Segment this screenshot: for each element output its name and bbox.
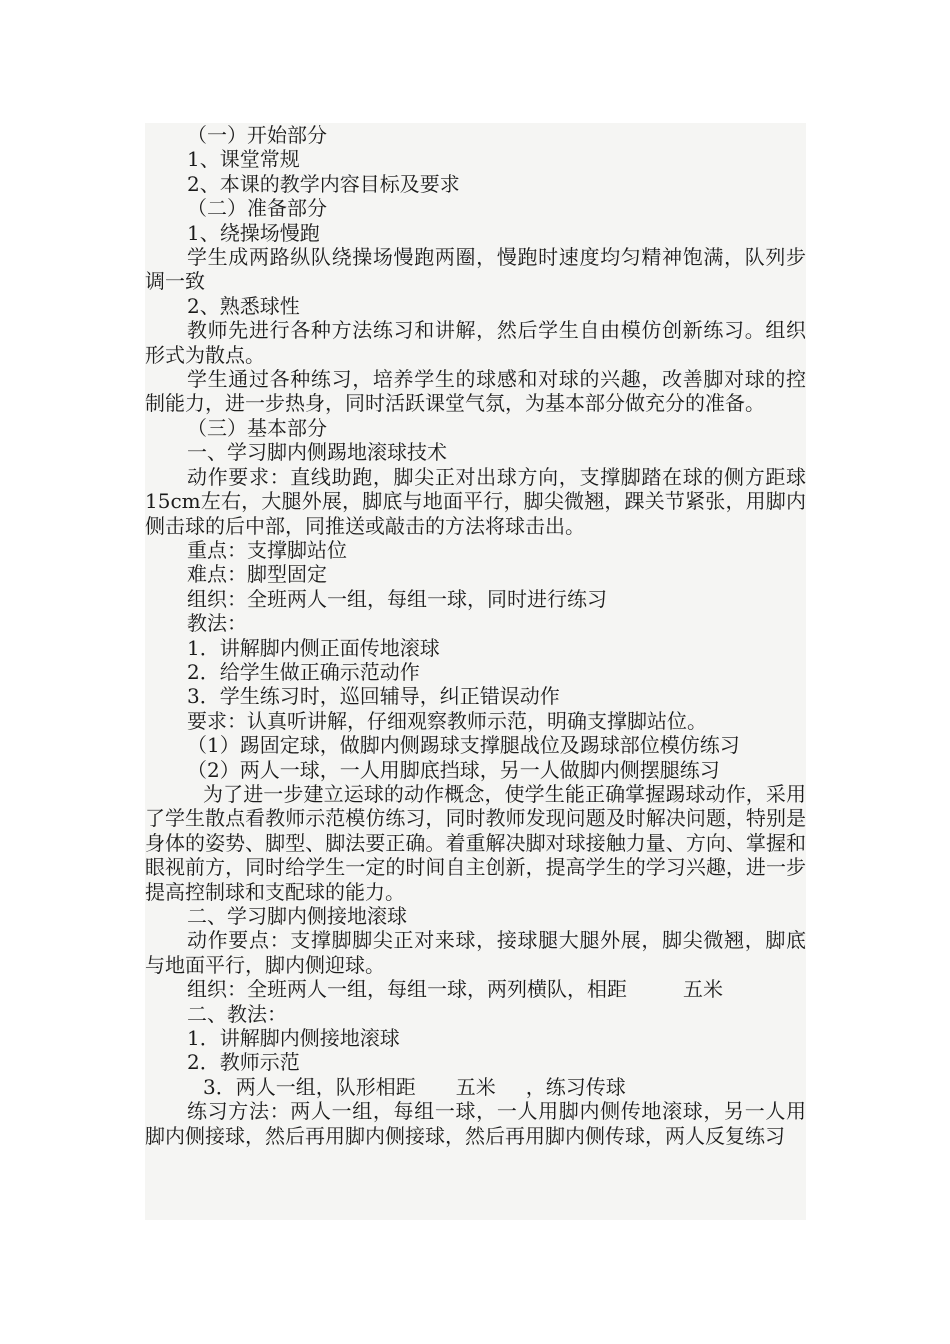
section-heading: （一）开始部分 bbox=[187, 123, 327, 147]
paragraph: 要求：认真听讲解，仔细观察教师示范，明确支撑脚站位。 bbox=[187, 708, 707, 733]
method-text: 3．两人一组，队形相距 bbox=[203, 1074, 416, 1099]
paragraph: 教法： bbox=[187, 611, 247, 636]
list-item: 2．教师示范 bbox=[187, 1050, 300, 1075]
section-heading: （三）基本部分 bbox=[187, 415, 327, 440]
list-item: 1、课堂常规 bbox=[187, 147, 300, 172]
list-item: 2、熟悉球性 bbox=[187, 293, 300, 318]
document-body bbox=[145, 123, 806, 1148]
subsection-heading: 二、学习脚内侧接地滚球 bbox=[187, 904, 407, 928]
document-page bbox=[145, 123, 806, 1220]
paragraph: 学生通过各种练习，培养学生的球感和对球的兴趣，改善脚对球的控制能力，进一步热身，同时活跃课堂气氛，为基本部分做充分的准备。 bbox=[145, 367, 806, 416]
list-item: 2、本课的教学内容目标及要求 bbox=[187, 171, 460, 196]
list-item: （1）踢固定球，做脚内侧踢球支撑腿战位及踢球部位模仿练习 bbox=[187, 733, 740, 758]
paragraph: 动作要点：支撑脚脚尖正对来球，接球腿大腿外展，脚尖微翘，脚底与地面平行，脚内侧迎球。 bbox=[145, 928, 806, 977]
paragraph: 二、教法： bbox=[187, 1001, 287, 1026]
paragraph: 为了进一步建立运球的动作概念，使学生能正确掌握踢球动作，采用了学生散点看教师示范模仿练习，同时教师发现问题及时解决问题，特别是身体的姿势、脚型、脚法要正确。着重解决脚对球接触力量、方向、掌握和眼视前方，同时给学生一定的时间自主创新，提高学生的学习兴趣，进一步提高控制球和支配球的能力。 bbox=[145, 781, 806, 904]
list-item: 3．学生练习时，巡回辅导，纠正错误动作 bbox=[187, 684, 560, 709]
list-item bbox=[145, 1075, 806, 1099]
list-item: 2．给学生做正确示范动作 bbox=[187, 659, 420, 684]
list-item: 1．讲解脚内侧接地滚球 bbox=[187, 1026, 400, 1051]
list-item: 1、绕操场慢跑 bbox=[187, 220, 320, 245]
method-suffix: ，练习传球 bbox=[525, 1074, 626, 1099]
paragraph bbox=[145, 977, 806, 1001]
paragraph: 动作要求：直线助跑，脚尖正对出球方向，支撑脚踏在球的侧方距球15cm左右，大腿外展，脚底与地面平行，脚尖微翘，踝关节紧张，用脚内侧击球的后中部，同推送或敲击的方法将球击出。 bbox=[145, 464, 806, 538]
paragraph: 教师先进行各种方法练习和讲解，然后学生自由模仿创新练习。组织形式为散点。 bbox=[145, 318, 806, 367]
org-text: 组织：全班两人一组，每组一球，两列横队，相距 bbox=[187, 977, 627, 1002]
paragraph: 练习方法：两人一组，每组一球，一人用脚内侧传地滚球，另一人用脚内侧接球，然后再用脚内侧接球，然后再用脚内侧传球，两人反复练习 bbox=[145, 1099, 806, 1148]
paragraph: 难点：脚型固定 bbox=[187, 562, 327, 587]
section-heading: （二）准备部分 bbox=[187, 196, 327, 221]
list-item: 1．讲解脚内侧正面传地滚球 bbox=[187, 635, 440, 660]
paragraph: 组织：全班两人一组，每组一球，同时进行练习 bbox=[187, 586, 607, 611]
list-item: （2）两人一球，一人用脚底挡球，另一人做脚内侧摆腿练习 bbox=[187, 757, 720, 782]
paragraph: 学生成两路纵队绕操场慢跑两圈，慢跑时速度均匀精神饱满，队列步调一致 bbox=[145, 245, 806, 294]
distance-value: 五米 bbox=[455, 1074, 496, 1099]
paragraph: 重点：支撑脚站位 bbox=[187, 537, 347, 562]
subsection-heading: 一、学习脚内侧踢地滚球技术 bbox=[187, 440, 447, 465]
distance-value: 五米 bbox=[683, 977, 723, 1002]
